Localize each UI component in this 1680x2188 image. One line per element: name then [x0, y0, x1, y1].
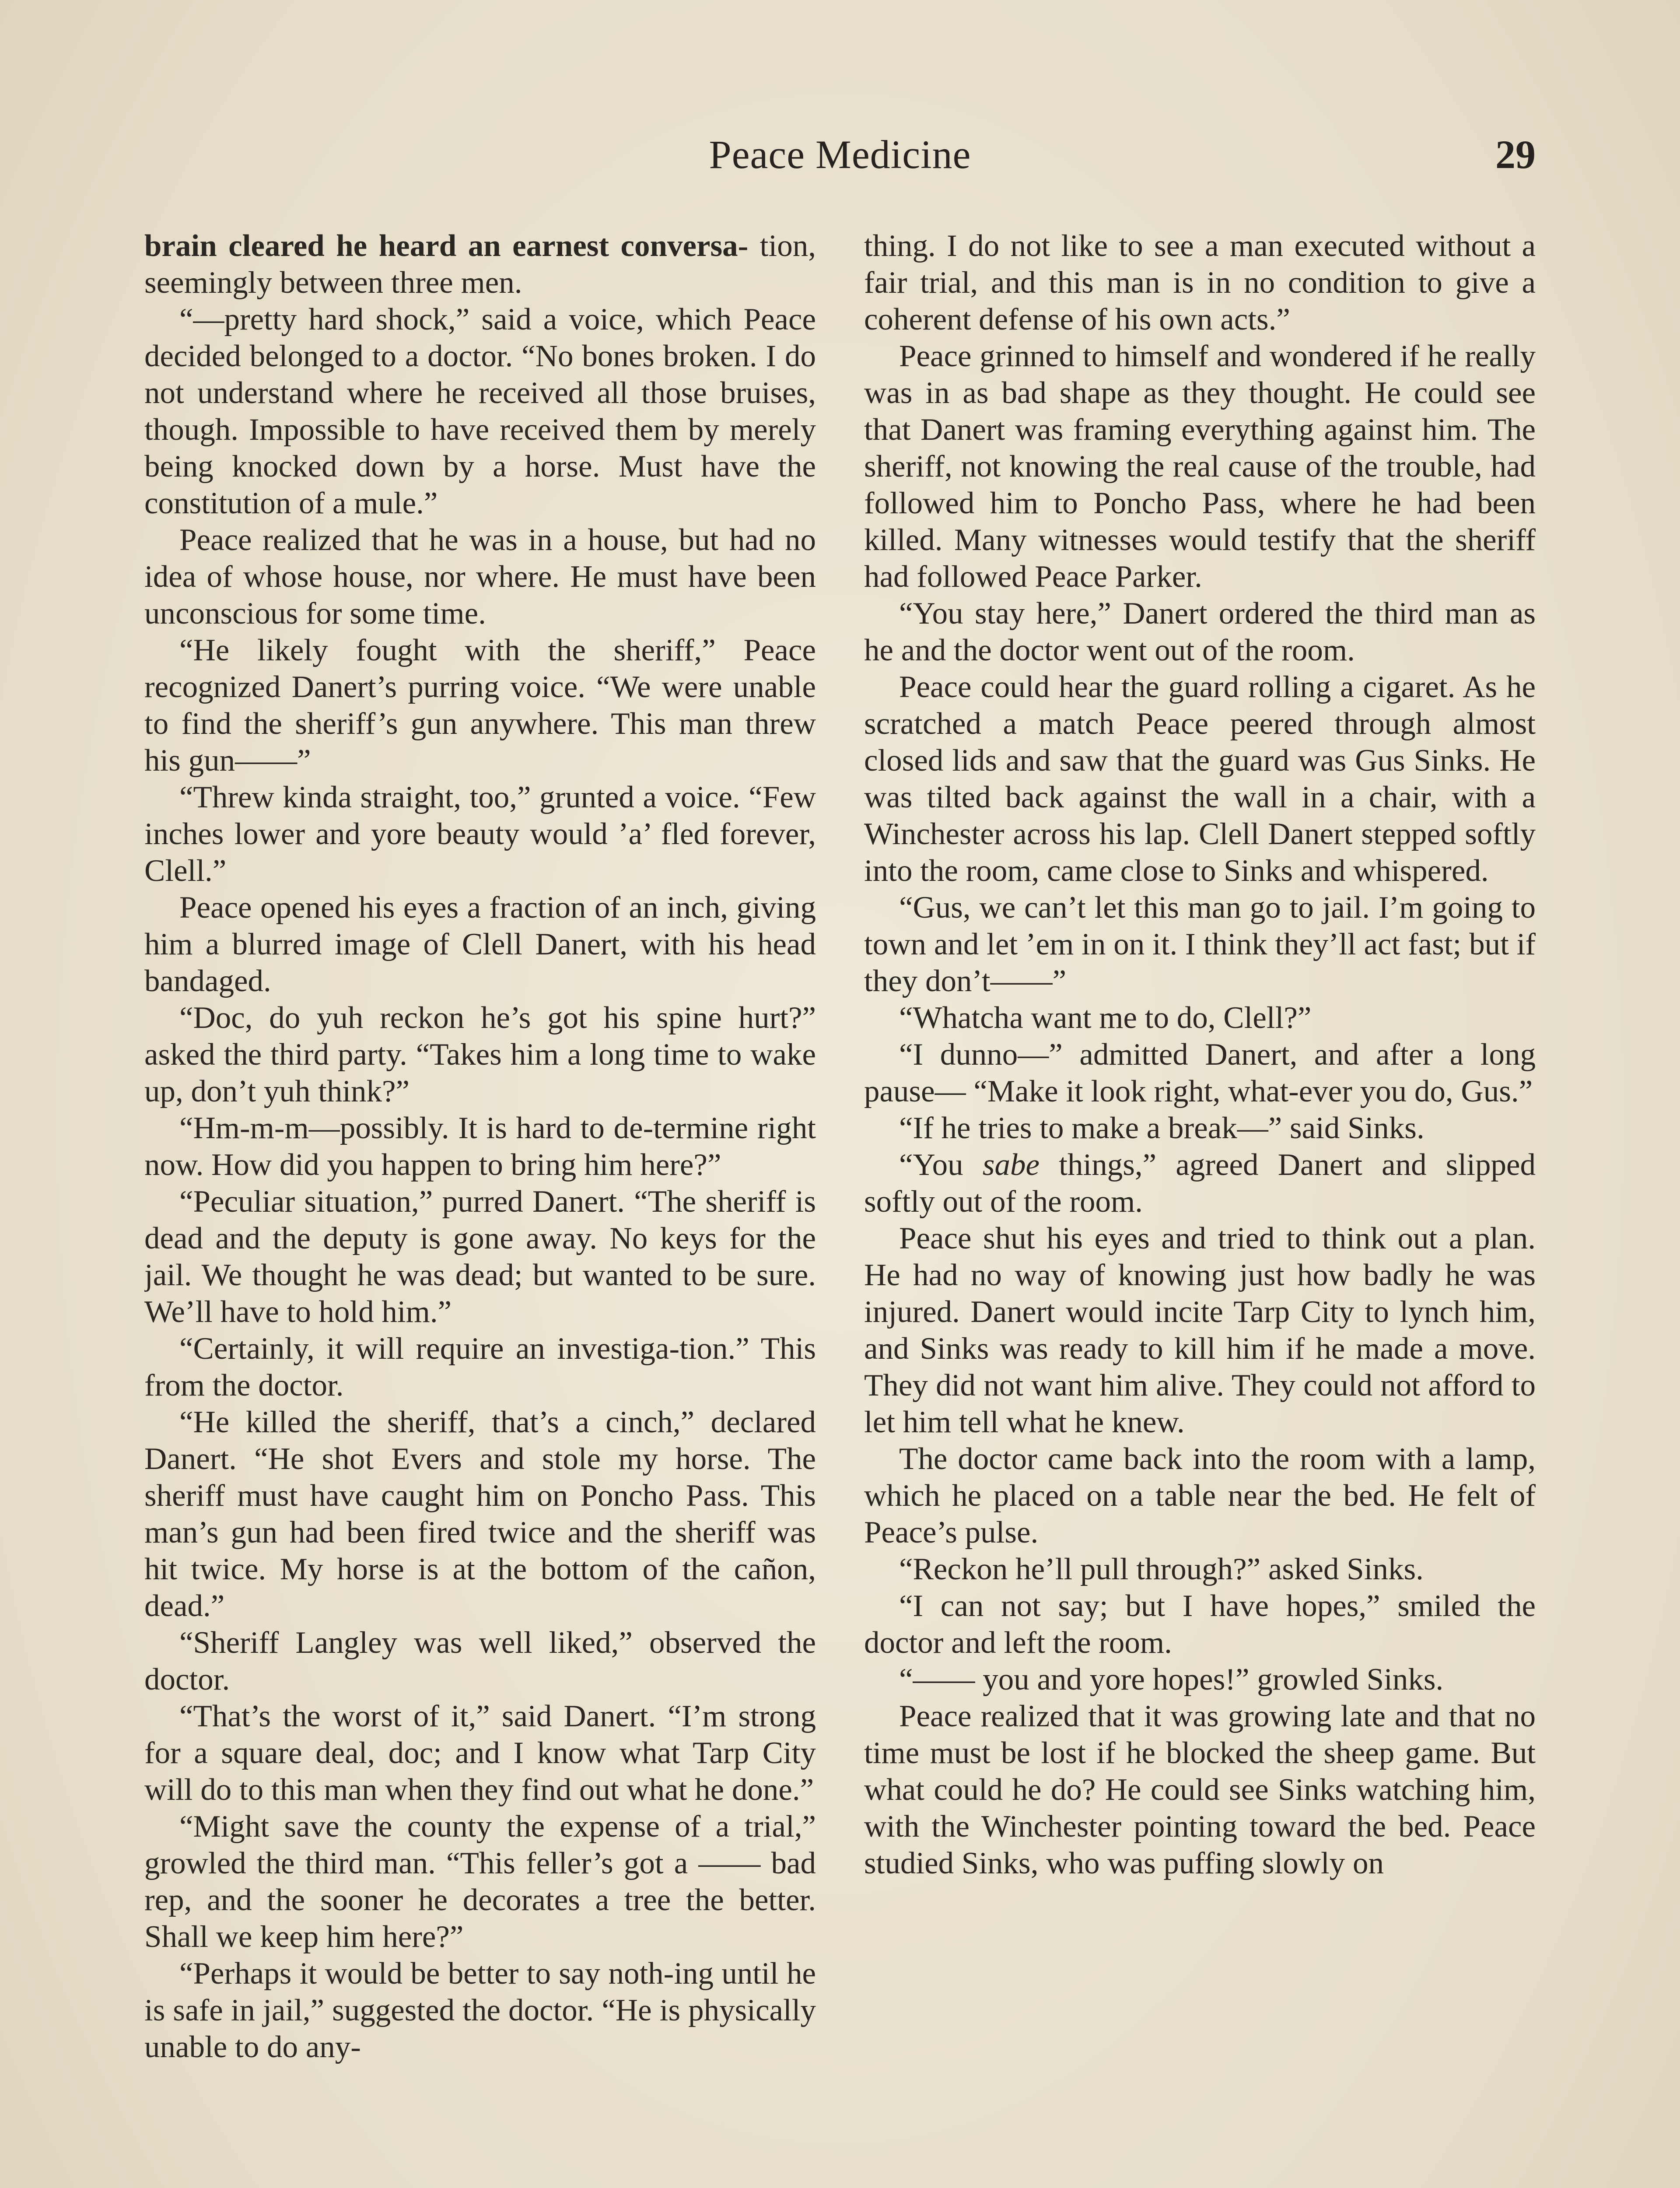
running-title: Peace Medicine [709, 132, 971, 177]
paragraph: “You stay here,” Danert ordered the third man as he and the doctor went out of the room. [864, 596, 1536, 667]
paragraph: Peace could hear the guard rolling a cigaret. As he scratched a match Peace peered through almost closed lids and saw that the guard was Gus Sinks. He was tilted back against the wall in a chair, with a Winchester across his lap. Clell Danert stepped softly into the room, came close to Sinks and whispered. [864, 670, 1536, 888]
paragraph: thing. I do not like to see a man executed without a fair trial, and this man is in no condition to give a coherent defense of his own acts.” [864, 229, 1536, 337]
paragraph: Peace realized that he was in a house, but had no idea of whose house, nor where. He must have been unconscious for some time. [144, 523, 816, 631]
paragraph: “Reckon he’ll pull through?” asked Sinks. [899, 1552, 1424, 1586]
paragraph: “That’s the worst of it,” said Danert. “I’m strong for a square deal, doc; and I know what Tarp City will do to this man when they find out what he done.” [144, 1699, 816, 1807]
paragraph: “Sheriff Langley was well liked,” observed the doctor. [144, 1626, 816, 1697]
paragraph: “Peculiar situation,” purred Danert. “The sheriff is dead and the deputy is gone away. No keys for the jail. We thought he was dead; but wanted to be sure. We’ll have to hold him.” [144, 1185, 816, 1329]
paragraph: “Gus, we can’t let this man go to jail. I’m going to town and let ’em in on it. I think they’ll act fast; but if they don’t——” [864, 891, 1536, 998]
paragraph: “Whatcha want me to do, Clell?” [899, 1001, 1312, 1035]
paragraph: “Threw kinda straight, too,” grunted a voice. “Few inches lower and yore beauty would ’a’ fled forever, Clell.” [144, 780, 816, 888]
paragraph: “I dunno—” admitted Danert, and after a long pause— “Make it look right, what-ever you do, Gus.” [864, 1038, 1536, 1108]
paragraph: “Might save the county the expense of a trial,” growled the third man. “This feller’s got a —— bad rep, and the sooner he decorates a tree the better. Shall we keep him here?” [144, 1809, 816, 1954]
paragraph: The doctor came back into the room with a lamp, which he placed on a table near the bed. He felt of Peace’s pulse. [864, 1442, 1536, 1550]
paragraph: “If he tries to make a break—” said Sinks. [899, 1111, 1424, 1145]
paragraph: Peace grinned to himself and wondered if he really was in as bad shape as they thought. He could see that Danert was framing everything against him. The sheriff, not knowing the real cause of the trouble, had followed him to Poncho Pass, where he had been killed. Many witnesses would testify that the sheriff had followed Peace Parker. [864, 339, 1536, 594]
paragraph: “Hm-m-m—possibly. It is hard to de-termine right now. How did you happen to bring him here?” [144, 1111, 816, 1182]
italic-word: sabe [982, 1148, 1040, 1182]
paragraph: “—— you and yore hopes!” growled Sinks. [899, 1662, 1444, 1697]
paragraph: “Perhaps it would be better to say noth-ing until he is safe in jail,” suggested the doctor. “He is physically unable to do any- [144, 1957, 816, 2064]
right-column [864, 228, 1536, 2188]
text-run: “You [899, 1148, 983, 1182]
left-column [144, 228, 816, 2188]
paragraph: Peace realized that it was growing late and that no time must be lost if he blocked the sheep game. But what could he do? He could see Sinks watching him, with the Winchester pointing toward the bed. Peace studied Sinks, who was puffing slowly on [864, 1699, 1536, 1880]
page-header [144, 131, 1536, 188]
paragraph: “He killed the sheriff, that’s a cinch,” declared Danert. “He shot Evers and stole my horse. The sheriff must have caught him on Poncho Pass. This man’s gun had been fired twice and the sheriff was hit twice. My horse is at the bottom of the cañon, dead.” [144, 1405, 816, 1623]
lead-in-continuation: tion, seemingly between three men. [144, 229, 816, 300]
paragraph: “I can not say; but I have hopes,” smiled the doctor and left the room. [864, 1589, 1536, 1660]
text-columns [144, 228, 1536, 2188]
paragraph: Peace shut his eyes and tried to think out a plan. He had no way of knowing just how badly he was injured. Danert would incite Tarp City to lynch him, and Sinks was ready to kill him if he made a move. They did not want him alive. They could not afford to let him tell what he knew. [864, 1221, 1536, 1439]
text-run: things,” agreed Danert and slipped softly out of the room. [864, 1148, 1536, 1219]
paragraph: “—pretty hard shock,” said a voice, which Peace decided belonged to a doctor. “No bones broken. I do not understand where he received all those bruises, though. Impossible to have received them by merely being knocked down by a horse. Must have the constitution of a mule.” [144, 302, 816, 520]
lead-in-text: brain cleared he heard an earnest conversa- [144, 229, 749, 263]
paragraph: “Doc, do yuh reckon he’s got his spine hurt?” asked the third party. “Takes him a long time to wake up, don’t yuh think?” [144, 1001, 816, 1108]
paragraph [144, 228, 816, 301]
paragraph: “Certainly, it will require an investiga-tion.” This from the doctor. [144, 1332, 816, 1403]
paragraph: Peace opened his eyes a fraction of an inch, giving him a blurred image of Clell Danert, with his head bandaged. [144, 891, 816, 998]
paragraph: “He likely fought with the sheriff,” Peace recognized Danert’s purring voice. “We were unable to find the sheriff’s gun anywhere. This man threw his gun——” [144, 633, 816, 778]
page-number: 29 [1495, 132, 1536, 177]
paragraph [864, 1147, 1536, 1220]
